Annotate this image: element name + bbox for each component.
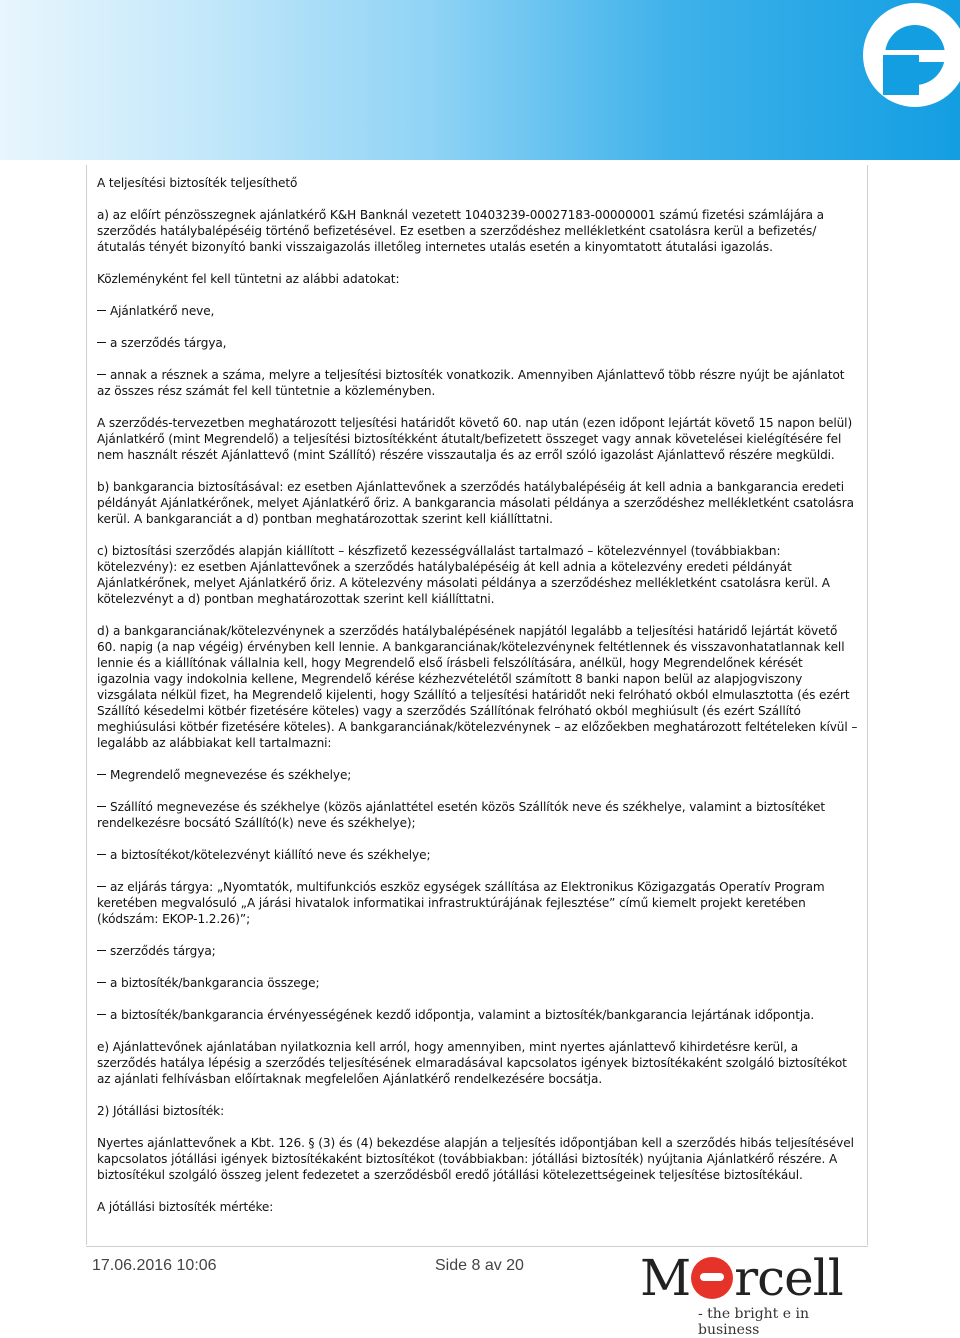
list-item: [97, 799, 859, 831]
paragraph: e) Ajánlattevőnek ajánlatában nyilatkoznia kell arról, hogy amennyiben, mint nyertes ajánlattevő kihirdetésre kerül, a szerződés hatálya lépésig a szerződés teljesítésének elmaradásával kapcsolatos igények biztosítékaként szolgáló biztosítékot az ajánlati felhívásban előírtaknak megfelelően Ajánlatkérő rendelkezésére bocsátja.: [97, 1040, 847, 1086]
list-item-text: Szállító megnevezése és székhelye (közös ajánlattétel esetén közös Szállítók neve és székhelye, valamint a biztosítéket rendelkezésre bocsátó Szállító(k) neve és székhelye);: [97, 800, 826, 830]
paragraph: b) bankgarancia biztosításával: ez esetben Ajánlattevőnek a szerződés hatálybalépéséig át kell adnia a bankgarancia eredeti példányát Ajánlatkérőnek, melyet Ajánlatkérő őriz. A bankgarancia másolati példánya a szerződéshez mellékletként csatolásra kerül. A bankgaranciát a d) pontban meghatározottak szerint kell kiállíttatni.: [97, 480, 854, 526]
list-item-text: a biztosítékot/kötelezvényt kiállító neve és székhelye;: [110, 848, 431, 862]
list-item-text: a szerződés tárgya,: [110, 336, 227, 350]
dash-icon: [97, 342, 106, 343]
document-body: [97, 175, 859, 1215]
list-item: [97, 1007, 859, 1023]
footer-page-number: Side 8 av 20: [435, 1257, 524, 1274]
list-item-text: Ajánlatkérő neve,: [110, 304, 215, 318]
dash-icon: [97, 854, 106, 855]
header-banner: [0, 0, 960, 160]
paragraph: a) az előírt pénzösszegnek ajánlatkérő K&H Banknál vezetett 10403239-00027183-00000001 számú fizetési számlájára a szerződés hatálybalépéséig történő befizetésével. Ez esetben a szerződéshez mellékletként csatolásra kerül a befizetés/átutalás tényét bizonyító banki visszaigazolás illetőleg internetes utalás esetén a kinyomtatott átutalási igazolás.: [97, 208, 824, 254]
paragraph: Közleményként fel kell tüntetni az alábbi adatokat:: [97, 272, 400, 286]
dash-icon: [97, 374, 106, 375]
list-item-text: annak a résznek a száma, melyre a teljesítési biztosíték vonatkozik. Amennyiben Ajánlattevő több részre nyújt be ajánlatot az összes rész számát fel kell tüntetnie a közleményben.: [97, 368, 845, 398]
section-heading: A teljesítési biztosíték teljesíthető: [97, 176, 298, 190]
list-item: [97, 943, 859, 959]
paragraph: A jótállási biztosíték mértéke:: [97, 1200, 274, 1214]
logo-text-rcell: rcell: [734, 1249, 843, 1307]
paragraph: c) biztosítási szerződés alapján kiállított – készfizető kezességvállalást tartalmazó – kötelezvénnyel (továbbiakban: kötelezvény): ez esetben Ajánlattevőnek a szerződés hatálybalépéséig át kell adnia a kötelezvény eredeti példányát Ajánlatkérőnek, melyet Ajánlatkérő őriz. A kötelezvény másolati példánya a szerződéshez mellékletként csatolásra kerül. A kötelezvényt a d) pontban meghatározottak szerint kell kiállíttatni.: [97, 544, 830, 606]
marcell-logo: [640, 1249, 870, 1338]
dash-icon: [97, 1014, 106, 1015]
list-item: [97, 847, 859, 863]
list-item: [97, 335, 859, 351]
e-logo-icon: [820, 0, 960, 160]
paragraph: A szerződés-tervezetben meghatározott teljesítési határidőt követő 60. nap után (ezen időpont lejártát követő 15 napon belül) Ajánlatkérő (mint Megrendelő) a teljesítési biztosítékként átutalt/befizetett összeget vagy annak követelései kielégítésére fel nem használt részét Ajánlattevő (mint Szállító) részére visszautalja és az erről szóló igazolást Ajánlattevő részére megküldi.: [97, 416, 853, 462]
logo-tagline: - the bright e in business: [698, 1306, 809, 1338]
logo-text-m: M: [640, 1249, 691, 1307]
dash-icon: [97, 950, 106, 951]
paragraph: d) a bankgaranciának/kötelezvénynek a szerződés hatálybalépésének napjától legalább a teljesítési határidő lejártát követő 60. napig (a nap végéig) érvényben kell lennie. A bankgaranciának/kötelezvénynek feltétlennek és visszavonhatatlannak kell lennie és a kiállítónak vállalnia kell, hogy Megrendelő első írásbeli felszólítására, anélkül, hogy Megrendelőnek kérését igazolnia vagy indokolnia kellene, Megrendelő kérése kézhezvételétől számított 8 banki napon belül az alapjogviszony vizsgálata nélkül fizet, ha Megrendelő kijelenti, hogy Szállító a teljesítési határidőt neki felróható okból elmulasztotta (és ezért Szállító késedelmi kötbér fizetésére köteles) vagy a szerződés Szállítónak felróható okból meghiúsult (és ezért Szállító meghiúsulási kötbér fizetésére köteles). A bankgaranciának/kötelezvénynek – az előzőekben meghatározott feltételeken kívül – legalább az alábbiakat kell tartalmazni:: [97, 624, 858, 750]
dash-icon: [97, 806, 106, 807]
paragraph: Nyertes ajánlattevőnek a Kbt. 126. § (3) és (4) bekezdése alapján a teljesítés időpontjában kell a szerződés hibás teljesítésével kapcsolatos jótállási igények biztosítékaként biztosítékot (továbbiakban: jótállási biztosíték) nyújtania Ajánlatkérő részére. A biztosítékul szolgáló összeg jelent fedezetet a szerződésből eredő jótállási kötelezettségeinek teljesítése biztosítékául.: [97, 1136, 854, 1182]
list-item: [97, 975, 859, 991]
list-item-text: az eljárás tárgya: „Nyomtatók, multifunkciós eszköz egységek szállítása az Elektronikus Közigazgatás Operatív Program keretében megvalósuló „A járási hivatalok informatikai infrastruktúrájának fejlesztése” című kiemelt projekt keretében (kódszám: EKOP-1.2.26)”;: [97, 880, 825, 926]
list-item: [97, 303, 859, 319]
list-item-text: a biztosíték/bankgarancia összege;: [110, 976, 320, 990]
section-heading: 2) Jótállási biztosíték:: [97, 1104, 225, 1118]
dash-icon: [97, 982, 106, 983]
list-item-text: szerződés tárgya;: [110, 944, 216, 958]
list-item: [97, 879, 859, 927]
red-e-icon: [691, 1257, 733, 1299]
dash-icon: [97, 310, 106, 311]
footer-date: 17.06.2016 10:06: [92, 1257, 217, 1274]
list-item: [97, 767, 859, 783]
list-item: [97, 367, 859, 399]
list-item-text: Megrendelő megnevezése és székhelye;: [110, 768, 352, 782]
list-item-text: a biztosíték/bankgarancia érvényességének kezdő időpontja, valamint a biztosíték/bankgarancia lejártának időpontja.: [110, 1008, 815, 1022]
dash-icon: [97, 886, 106, 887]
left-border: [86, 165, 87, 1245]
logo-wordmark: [640, 1250, 843, 1306]
dash-icon: [97, 774, 106, 775]
footer-divider: [86, 1246, 868, 1247]
right-border: [867, 165, 868, 1245]
